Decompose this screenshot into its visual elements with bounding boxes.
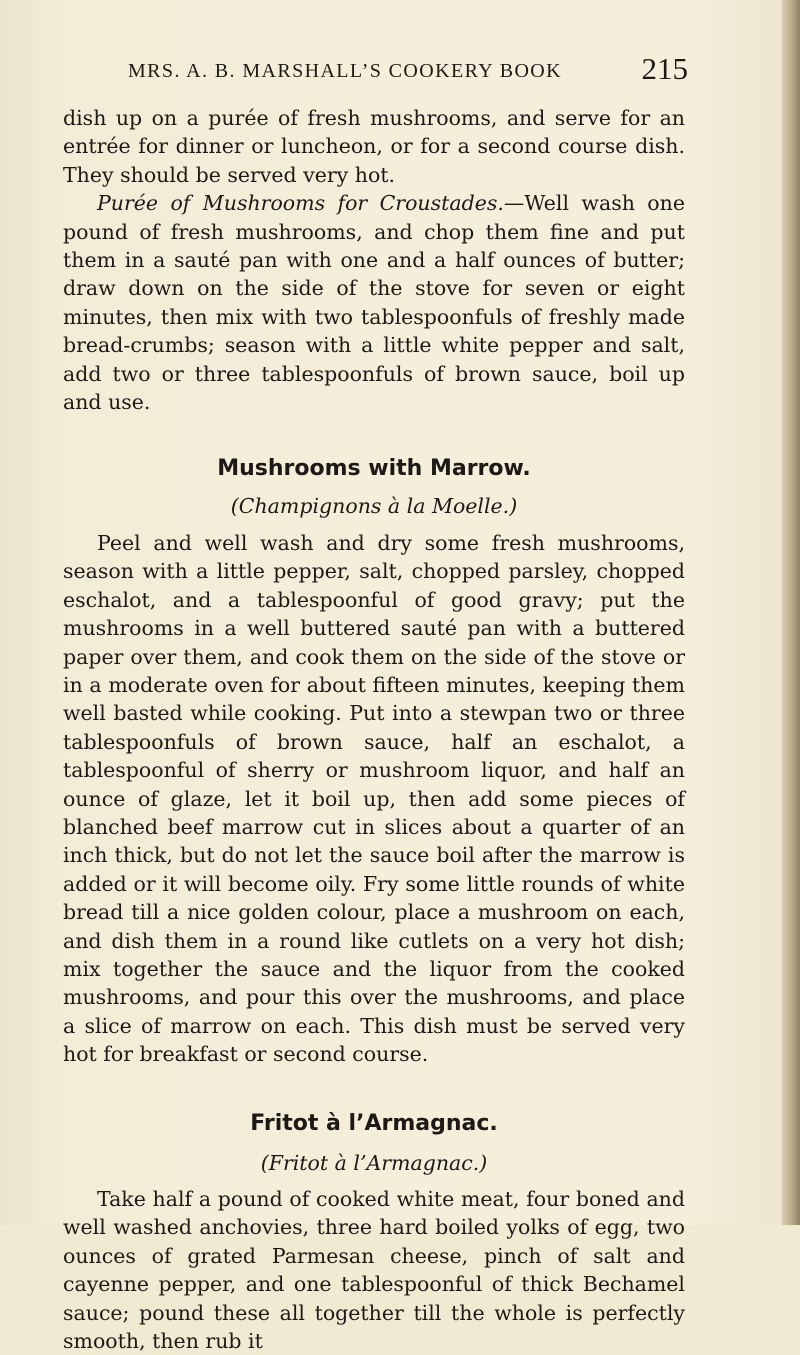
marrow-title: Mushrooms with Marrow. (217, 456, 531, 482)
page-edge (782, 0, 800, 1225)
page-content (63, 104, 685, 1355)
page-header (128, 52, 688, 92)
page-number: 215 (641, 51, 688, 86)
marrow-paragraph: Peel and well wash and dry some fresh mushrooms, season with a little pepper, salt, chopped parsley, chopped eschalot, and a tablespoonful of good gravy; put the mushrooms in a well buttered sauté pan with a buttered paper over them, and cook them on the side of the stove or in a moderate oven for about fifteen minutes, keeping them well basted while cooking. Put into a stewpan two or three tablespoonfuls of brown sauce, half an eschalot, a tablespoonful of sherry or mushroom liquor, and half an ounce of glaze, let it boil up, then add some pieces of blanched beef marrow cut in slices about a quarter of an inch thick, but do not let the sauce boil after the marrow is added or it will become oily. Fry some little rounds of white bread till a nice golden colour, place a mushroom on each, and dish them in a round like cutlets on a very hot dish; mix together the sauce and the liquor from the cooked mushrooms, and pour this over the mushrooms, and place a slice of marrow on each. This dish must be served very hot for breakfast or second course. (63, 530, 685, 1067)
marrow-subtitle: (Champignons à la Moelle.) (230, 494, 518, 519)
fritot-paragraph: Take half a pound of cooked white meat, four boned and well washed anchovies, three hard boiled yolks of egg, two ounces of grated Parmesan cheese, pinch of salt and cayenne pepper, and one tablespoonful of thick Bechamel sauce; pound these all together till the whole is perfectly smooth, then rub it (63, 1187, 685, 1354)
fritot-title: Fritot à l’Armagnac. (250, 1110, 498, 1136)
running-head: MRS. A. B. MARSHALL’S COOKERY BOOK (128, 60, 562, 82)
fritot-subtitle: (Fritot à l’Armagnac.) (260, 1150, 488, 1175)
intro-paragraph: dish up on a purée of fresh mushrooms, and serve for an entrée for dinner or luncheon, or for a second course dish. They should be served very hot. (63, 106, 685, 187)
puree-lead: Purée of Mushrooms for Croustades. (97, 191, 504, 216)
puree-text: —Well wash one pound of fresh mushrooms, and chop them fine and put them in a sauté pan with one and a half ounces of butter; draw down on the side of the stove for seven or eight minutes, then mix with two tablespoonfuls of freshly made bread-crumbs; season with a little white pepper and salt, add two or three tablespoonfuls of brown sauce, boil up and use. (63, 191, 685, 415)
puree-paragraph (63, 189, 685, 416)
